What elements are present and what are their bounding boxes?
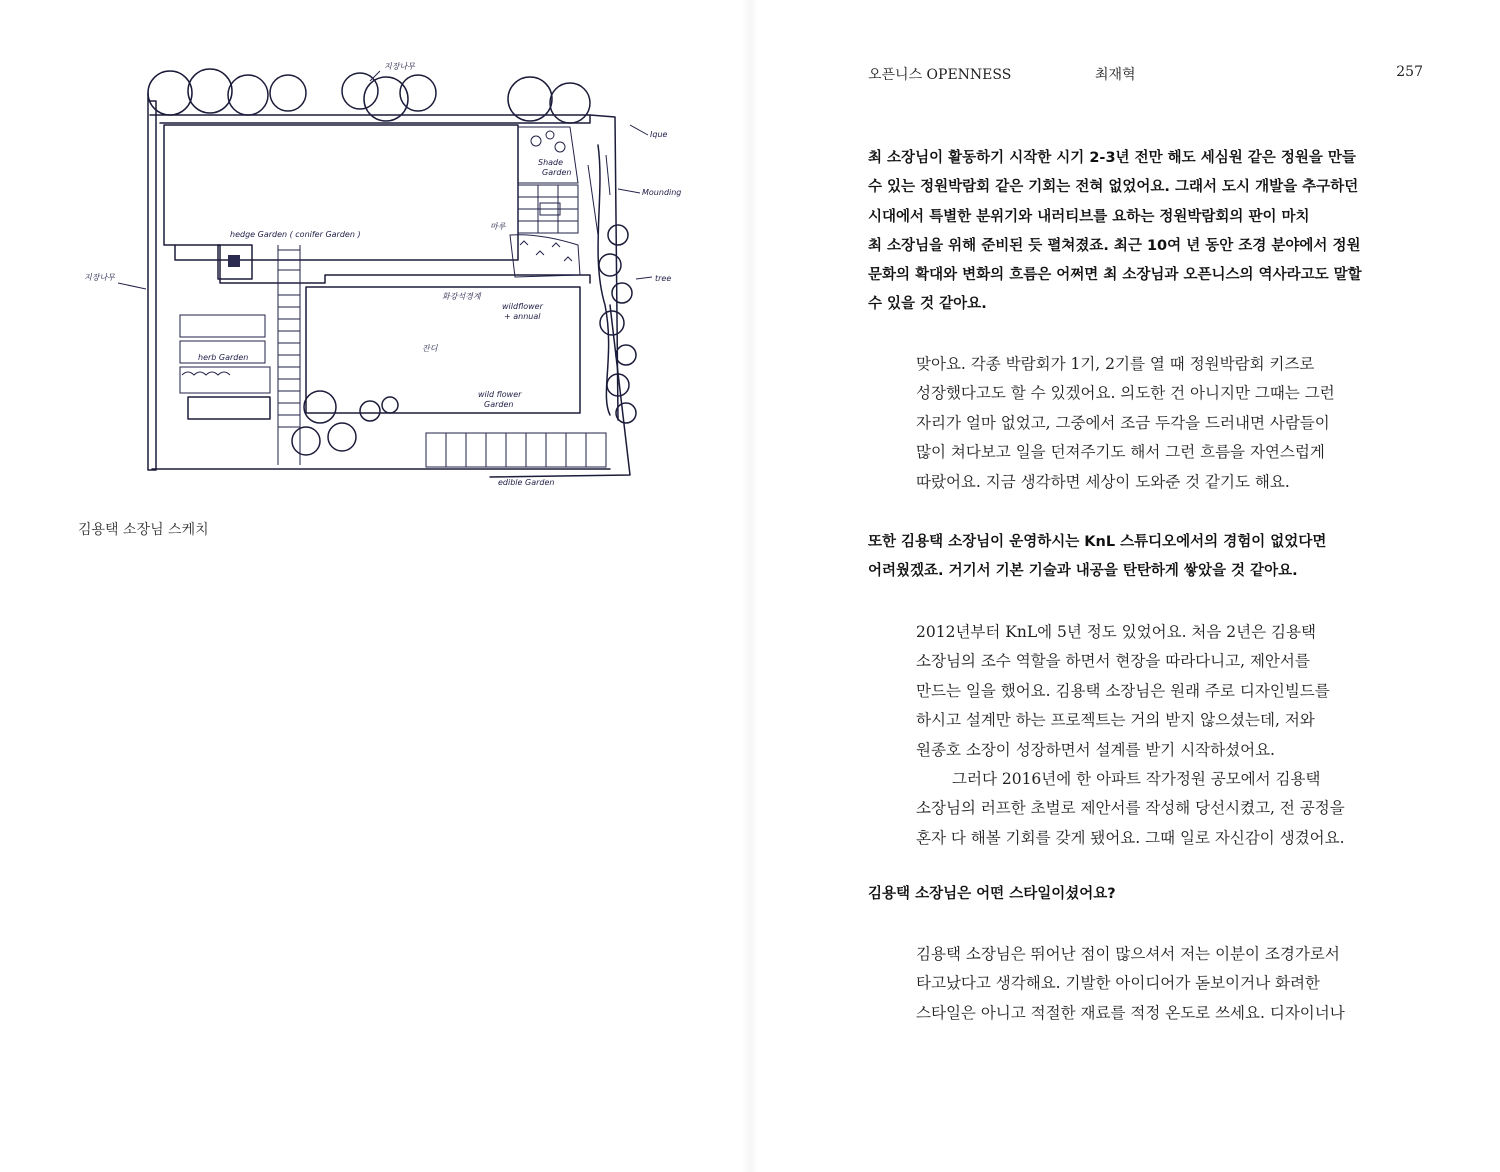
lawn-label: 잔디 xyxy=(422,344,438,353)
hedge-garden xyxy=(218,230,361,279)
q3-line: 김용택 소장님은 어떤 스타일이셨어요? xyxy=(868,886,1116,902)
a1-line: 따랐어요. 지금 생각하면 세상이 도와준 것 같기도 해요. xyxy=(916,472,1290,491)
answer-1 xyxy=(916,350,1436,497)
edge-label: 화강석경계 xyxy=(442,292,481,301)
paving-blocks xyxy=(518,185,578,233)
herb-garden-label: herb Garden xyxy=(198,353,249,362)
left-tree-label: 지장나무 xyxy=(84,273,115,282)
question-1 xyxy=(868,144,1433,320)
a2b-line: 혼자 다 해볼 기회를 갖게 됐어요. 그때 일로 자신감이 생겼어요. xyxy=(916,828,1345,847)
q2-line: 또한 김용택 소장님이 운영하시는 KnL 스튜디오에서의 경험이 없었다면 xyxy=(868,534,1327,550)
a3-line: 김용택 소장님은 뛰어난 점이 많으셔서 저는 이분이 조경가로서 xyxy=(916,945,1340,963)
a3-line: 타고났다고 생각해요. 기발한 아이디어가 돋보이거나 화려한 xyxy=(916,974,1320,993)
edible-garden xyxy=(426,433,606,487)
right-page xyxy=(750,0,1500,1172)
a1-line: 많이 쳐다보고 일을 던져주기도 해서 그런 흐름을 자연스럽게 xyxy=(916,443,1325,462)
a1-line: 맞아요. 각종 박람회가 1기, 2기를 열 때 정원박람회 키즈로 xyxy=(916,355,1315,373)
tree-label: tree xyxy=(655,274,672,283)
q1-line: 최 소장님이 활동하기 시작한 시기 2-3년 전만 해도 세심원 같은 정원을 만들 xyxy=(868,150,1356,166)
a2b-line: 소장님의 러프한 초벌로 제안서를 작성해 당선시켰고, 전 공정을 xyxy=(916,799,1345,818)
mounding-label: Mounding xyxy=(642,188,682,197)
running-head xyxy=(868,64,1423,86)
bottom-shrubs xyxy=(292,391,398,455)
garden-plan-sketch xyxy=(70,55,710,510)
q1-line: 시대에서 특별한 분위기와 내러티브를 요하는 정원박람회의 판이 마치 xyxy=(868,208,1310,225)
sketch-caption: 김용택 소장님 스케치 xyxy=(78,522,209,538)
shade-garden-label-1: Shade xyxy=(538,158,564,167)
shade-garden xyxy=(518,127,578,183)
top-tree-label: 지장나무 xyxy=(384,62,415,71)
question-2 xyxy=(868,528,1433,587)
q2-line: 어려웠겠죠. 거기서 기본 기술과 내공을 탄탄하게 쌓았을 것 같아요. xyxy=(868,563,1298,580)
running-head-title: 오픈니스 OPENNESS xyxy=(868,67,1012,83)
running-head-author: 최재혁 xyxy=(1095,67,1136,83)
wildflower-label-1: wildflower xyxy=(502,302,543,311)
ique-label: Ique xyxy=(650,130,668,139)
a2-line: 소장님의 조수 역할을 하면서 현장을 따라다니고, 제안서를 xyxy=(916,652,1310,671)
a3-line: 스타일은 아니고 적절한 재료를 적정 온도로 쓰세요. 디자이너나 xyxy=(916,1003,1345,1022)
stepping-stones xyxy=(278,245,300,465)
page-number: 257 xyxy=(1396,64,1423,80)
wildflower-area xyxy=(510,235,580,277)
hedge-garden-label: hedge Garden ( conifer Garden ) xyxy=(230,230,361,239)
a2b-line: 그러다 2016년에 한 아파트 작가정원 공모에서 김용택 xyxy=(952,770,1321,789)
edible-garden-label: edible Garden xyxy=(498,478,555,487)
q1-line: 수 있는 정원박람회 같은 기회는 전혀 없었어요. 그래서 도시 개발을 추구하던 xyxy=(868,179,1359,196)
wild-flower-garden-label-1: wild flower xyxy=(478,390,522,399)
q1-line: 문화의 확대와 변화의 흐름은 어쩌면 최 소장님과 오픈니스의 역사라고도 말할 xyxy=(868,267,1362,284)
a1-line: 성장했다고도 할 수 있겠어요. 의도한 건 아니지만 그때는 그런 xyxy=(916,384,1335,403)
a2-line: 원종호 소장이 성장하면서 설계를 받기 시작하셨어요. xyxy=(916,740,1275,759)
shade-garden-label-2: Garden xyxy=(542,168,572,177)
question-3 xyxy=(868,880,1433,909)
a2-line: 2012년부터 KnL에 5년 정도 있었어요. 처음 2년은 김용택 xyxy=(916,623,1316,641)
herb-garden xyxy=(180,315,270,419)
a2-line: 만드는 일을 했어요. 김용택 소장님은 원래 주로 디자인빌드를 xyxy=(916,681,1330,700)
a1-line: 자리가 얼마 없었고, 그중에서 조금 두각을 드러내면 사람들이 xyxy=(916,413,1330,432)
q1-line: 수 있을 것 같아요. xyxy=(868,296,987,313)
right-planting xyxy=(588,145,636,423)
wildflower-label-2: + annual xyxy=(504,312,541,321)
answer-3 xyxy=(916,940,1436,1028)
small-label: 마루 xyxy=(490,222,506,231)
q1-line: 최 소장님을 위해 준비된 듯 펼쳐졌죠. 최근 10여 년 동안 조경 분야에서 정원 xyxy=(868,237,1361,254)
answer-2 xyxy=(916,618,1436,853)
a2-line: 하시고 설계만 하는 프로젝트는 거의 받지 않으셨는데, 저와 xyxy=(916,711,1315,730)
building-outline xyxy=(164,125,590,283)
wild-flower-garden-label-2: Garden xyxy=(484,400,514,409)
